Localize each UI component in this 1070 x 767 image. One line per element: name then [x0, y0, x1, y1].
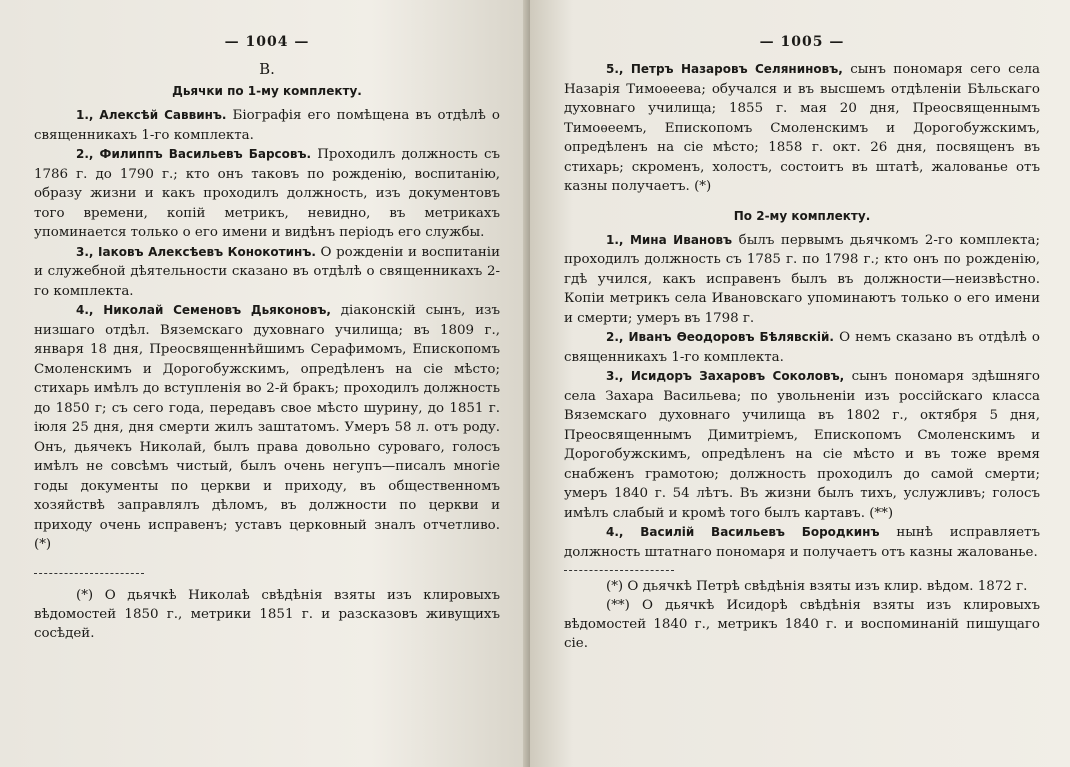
entry	[564, 60, 1040, 197]
entry-text: О рожденіи и воспитаніи и служебной дѣятельности сказано въ отдѣлѣ о священникахъ 2-го комплекта.	[34, 244, 500, 299]
entry-name: 1., Мина Ивановъ	[606, 232, 733, 247]
entry-name: 3., Іаковъ Алексѣевъ Конокотинъ.	[76, 244, 316, 259]
footnote-divider	[564, 570, 674, 571]
entry-text: Проходилъ должность съ 1786 г. до 1790 г.; кто онъ таковъ по рожденію, воспитанію, образу жизни и какъ проходилъ должность, изъ документовъ того времени, копій метрикъ, невидно, въ метрикахъ упоминается только о его имени и видѣнъ періодъ его службы.	[34, 147, 500, 240]
entry	[34, 301, 500, 555]
entry-name: 2., Иванъ Ѳеодоровъ Бѣлявскій.	[606, 330, 834, 344]
entry-name: 4., Николай Семеновъ Дьяконовъ,	[76, 303, 331, 317]
entry	[34, 145, 500, 243]
footnote-divider	[34, 573, 144, 574]
entry	[564, 367, 1040, 523]
footnote: (**) О дьячкѣ Исидорѣ свѣдѣнія взяты изъ клировыхъ вѣдомостей 1840 г., метрикъ 1840 г. и воспоминаній пишущаго сіе.	[564, 598, 1040, 651]
entry-text: Біографія его помѣщена въ отдѣлѣ о священникахъ 1-го комплекта.	[34, 108, 500, 143]
entry	[34, 243, 500, 302]
entry-text: нынѣ исправляетъ должность штатнаго пономаря и получаетъ отъ казны жалованье.	[564, 525, 1040, 560]
page-number: — 1004 —	[224, 34, 310, 50]
footnote: (*) О дьячкѣ Николаѣ свѣдѣнія взяты изъ клировыхъ вѣдомостей 1850 г., метрики 1851 г. и разсказовъ живущихъ сосѣдей.	[34, 587, 500, 641]
entry-text: былъ первымъ дьячкомъ 2-го комплекта; проходилъ должность съ 1785 г. по 1798 г.; кто онъ по рожденію, гдѣ учился, какъ исправенъ былъ въ должности—неизвѣстно. Копіи метрикъ села Ивановскаго упоминаютъ только о его имени и смерти; умеръ въ 1798 г.	[564, 232, 1040, 326]
entry-text: сынъ пономаря здѣшняго села Захара Васильева; по увольненіи изъ россійскаго класса Вяземскаго духовнаго училища въ 1802 г., октября 5 дня, Преосвященнымъ Димитріемъ, Епископомъ Смоленскимъ и Дорогобужскимъ, опредѣленъ на сіе мѣсто и въ тоже время снабженъ грамотою; должность проходилъ до самой смерти; умеръ 1840 г. 54 лѣтъ. Въ жизни былъ тихъ, услужливъ; голосъ имѣлъ слабый и кромѣ того былъ картавъ. (**)	[564, 369, 1040, 521]
left-page	[0, 0, 530, 767]
entry-name: 5., Петръ Назаровъ Селяниновъ,	[606, 62, 843, 76]
section-letter: В.	[259, 60, 275, 78]
entry	[564, 523, 1040, 562]
entry-name: 2., Филиппъ Васильевъ Барсовъ.	[76, 147, 312, 161]
right-page	[530, 0, 1070, 767]
entry-text: сынъ пономаря сего села Назарія Тимоѳеева; обучался и въ высшемъ отдѣленіи Бѣльскаго духовнаго училища; 1855 г. мая 20 дня, Преосвященнымъ Тимоѳеемъ, Епископомъ Смоленскимъ и Дорогобужскимъ, опредѣленъ на сіе мѣсто; 1858 г. окт. 26 дня, посвященъ въ стихарь; скроменъ, холостъ, состоитъ въ штатѣ, жалованье отъ казны получаетъ. (*)	[564, 62, 1040, 194]
entry	[564, 328, 1040, 367]
entry-name: 1., Алексѣй Саввинъ.	[76, 108, 227, 122]
entry	[564, 231, 1040, 329]
footnote: (*) О дьячкѣ Петрѣ свѣдѣнія взяты изъ клир. вѣдом. 1872 г.	[606, 579, 1028, 594]
entry-text: О немъ сказано въ отдѣлѣ о священникахъ 1-го комплекта.	[564, 330, 1040, 365]
section-heading: Дьячки по 1-му комплекту.	[172, 84, 362, 98]
section-heading: По 2-му комплекту.	[733, 208, 871, 223]
entry-name: 4., Василій Васильевъ Бородкинъ	[606, 525, 880, 539]
entry	[34, 106, 500, 145]
page-number: — 1005 —	[759, 34, 845, 50]
entry-text: діаконскій сынъ, изъ низшаго отдѣл. Вяземскаго духовнаго училища; въ 1809 г., января 18 дня, Преосвященнѣйшимъ Серафимомъ, Епископомъ Смоленскимъ и Дорогобужскимъ, опредѣленъ на сіе мѣсто; стихарь имѣлъ до вступленія во 2-й бракъ; проходилъ должность до 1850 г; съ сего года, передавъ свое мѣсто шурину, до 1851 г. іюля 25 дня, дня смерти жилъ заштатомъ. Умеръ 58 л. отъ роду. Онъ, дьячекъ Николай, былъ права довольно суроваго, голосъ имѣлъ не совсѣмъ чистый, былъ очень негупъ—писалъ многіе годы документы по церкви и приходу, въ общественномъ хозяйствѣ заправлялъ дѣломъ, въ должности по церкви и приходу очень исправенъ; уставъ церковный зналъ отчетливо. (*)	[34, 303, 500, 552]
entry-name: 3., Исидоръ Захаровъ Соколовъ,	[606, 369, 845, 383]
